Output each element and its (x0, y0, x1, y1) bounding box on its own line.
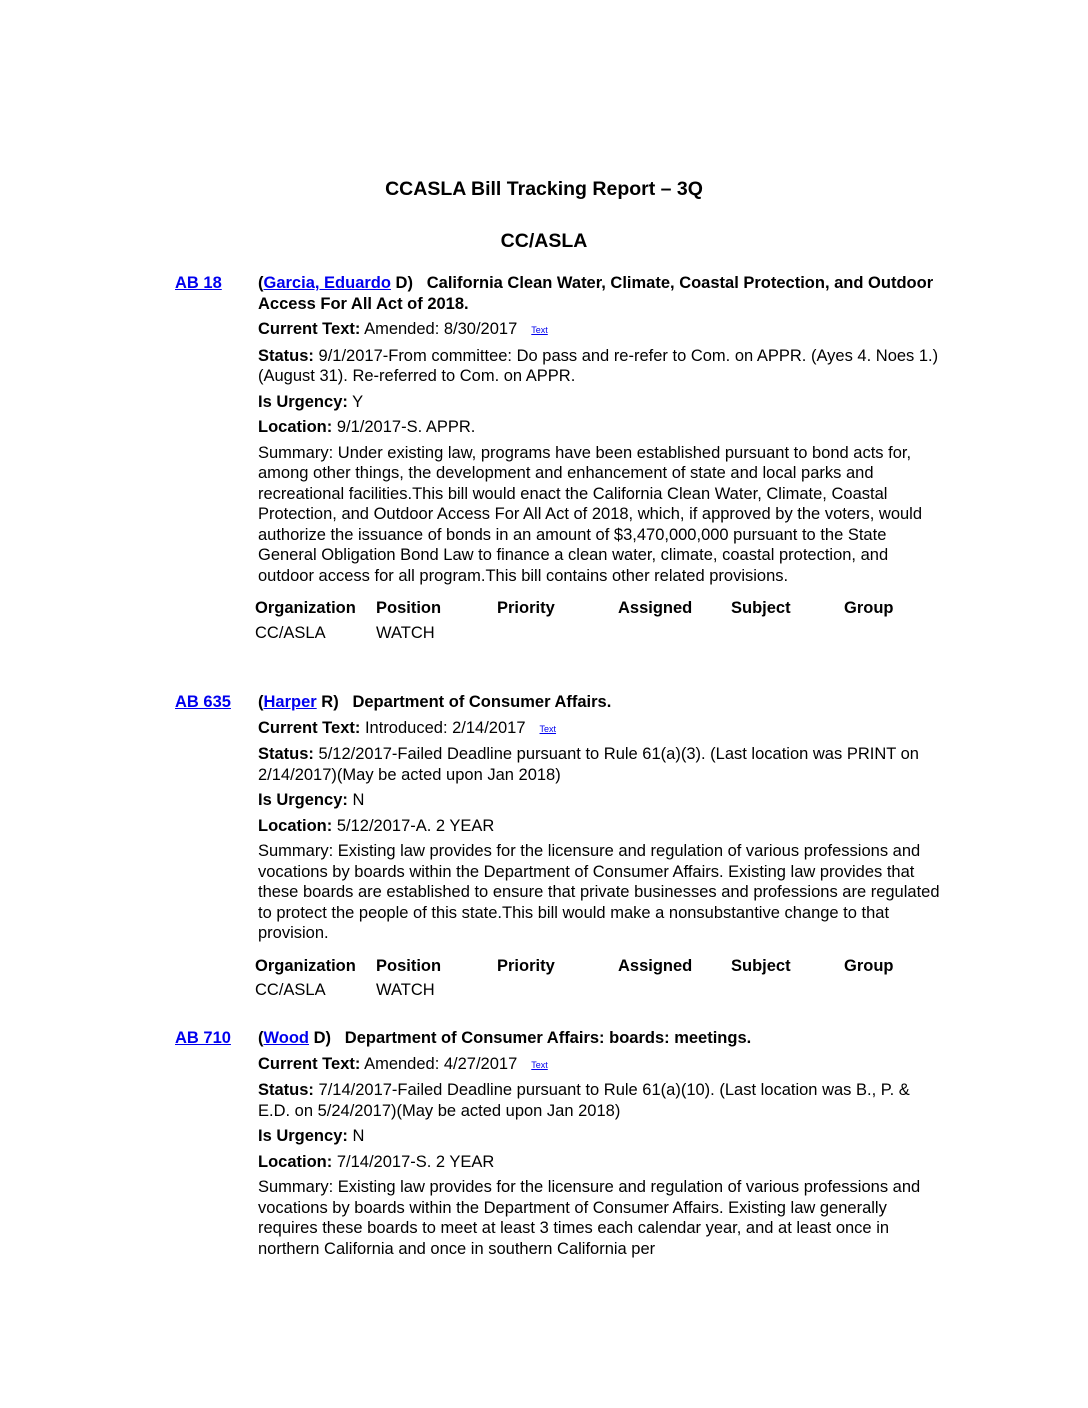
col-subject: Subject (731, 956, 791, 975)
location-value: 9/1/2017-S. APPR. (336, 418, 476, 436)
current-text-value: Amended: 4/27/2017 (364, 1054, 518, 1073)
col-position: Position (376, 599, 442, 617)
status-label: Status: (258, 745, 314, 763)
bill-id-link[interactable]: AB 18 (175, 274, 222, 292)
location-label: Location: (258, 1152, 333, 1171)
author-party: R) (316, 693, 339, 711)
current-text-field (258, 718, 943, 740)
summary-field (258, 1177, 943, 1259)
status-field (258, 1080, 943, 1121)
col-position: Position (376, 956, 442, 975)
positions-header-row (255, 956, 924, 981)
status-value: 5/12/2017-Failed Deadline pursuant to Rule 61(a)(3). (Last location was PRINT on 2/14/2017)(May be acted upon Jan 2018) (258, 745, 919, 784)
author-link[interactable]: Wood (263, 1029, 310, 1047)
table-row (255, 623, 924, 644)
status-label: Status: (258, 1081, 314, 1099)
location-value: 5/12/2017-A. 2 YEAR (336, 816, 495, 835)
bill-id-link[interactable]: AB 710 (175, 1029, 231, 1047)
cell-position: WATCH (376, 981, 435, 999)
current-text-label: Current Text: (258, 1054, 361, 1073)
col-assigned: Assigned (618, 956, 693, 975)
bill-header (258, 692, 943, 713)
cell-subject (731, 623, 844, 644)
cell-priority (497, 623, 618, 644)
summary-value: Existing law provides for the licensure and regulation of various professions and vocations by boards within the Department of Consumer Affairs. Existing law provides that these boards are established to ensure that private businesses and professions are regulated to protect the people of this state.This bill would make a nonsubstantive change to that provision. (258, 842, 940, 942)
current-text-value: Amended: 8/30/2017 (364, 320, 518, 338)
positions-table (255, 956, 924, 1001)
bill-title: Department of Consumer Affairs. (352, 693, 612, 711)
cell-position: WATCH (376, 623, 435, 642)
col-priority: Priority (497, 599, 555, 617)
bill-title: California Clean Water, Climate, Coastal Protection, and Outdoor Access For All Act of 2018. (258, 274, 934, 313)
summary-label: Summary: (258, 1178, 334, 1196)
author-party: D) (309, 1029, 332, 1047)
open-paren: ( (258, 693, 264, 711)
col-organization: Organization (255, 599, 356, 617)
cell-subject (731, 980, 844, 1001)
text-link[interactable]: Text (539, 723, 557, 734)
bill-title: Department of Consumer Affairs: boards: meetings. (344, 1029, 752, 1047)
status-field (258, 744, 943, 785)
status-label: Status: (258, 346, 314, 365)
bill-body (255, 692, 943, 1001)
location-value: 7/14/2017-S. 2 YEAR (336, 1152, 495, 1171)
urgency-label: Is Urgency: (258, 392, 348, 411)
location-field (258, 417, 943, 438)
text-link[interactable]: Text (531, 1059, 548, 1070)
bill-id-link[interactable]: AB 635 (175, 693, 231, 711)
author-link[interactable]: Garcia, Eduardo (263, 274, 391, 292)
author-link[interactable]: Harper (263, 693, 317, 711)
status-value: 9/1/2017-From committee: Do pass and re-refer to Com. on APPR. (Ayes 4. Noes 1.) (August 31). Re-referred to Com. on APPR. (258, 346, 939, 385)
cell-assigned (618, 980, 731, 1001)
status-value: 7/14/2017-Failed Deadline pursuant to Rule 61(a)(10). (Last location was B., P. & E.D. on 5/24/2017)(May be acted upon Jan 2018) (258, 1081, 910, 1120)
col-group: Group (844, 956, 894, 975)
urgency-field (258, 392, 943, 413)
urgency-label: Is Urgency: (258, 791, 348, 809)
bill-header (258, 273, 943, 314)
summary-label: Summary: (258, 443, 334, 462)
col-organization: Organization (255, 956, 356, 975)
summary-label: Summary: (258, 842, 334, 860)
cell-group (844, 980, 924, 1001)
table-row (255, 980, 924, 1001)
location-label: Location: (258, 816, 333, 835)
summary-field (258, 841, 943, 944)
cell-priority (497, 980, 618, 1001)
current-text-label: Current Text: (258, 320, 361, 338)
bill-body (255, 273, 943, 643)
urgency-value: N (352, 1127, 365, 1145)
summary-field (258, 443, 943, 587)
positions-header-row (255, 598, 924, 623)
col-subject: Subject (731, 599, 791, 617)
urgency-value: Y (352, 392, 364, 411)
open-paren: ( (258, 1029, 264, 1047)
positions-table (255, 598, 924, 643)
page-title: CCASLA Bill Tracking Report – 3Q (385, 178, 703, 200)
col-priority: Priority (497, 956, 555, 975)
location-field (258, 816, 943, 837)
urgency-field (258, 1126, 943, 1147)
urgency-label: Is Urgency: (258, 1127, 348, 1145)
cell-organization: CC/ASLA (255, 623, 326, 642)
col-assigned: Assigned (618, 599, 693, 617)
page-subtitle: CC/ASLA (500, 230, 588, 252)
text-link[interactable]: Text (531, 325, 548, 335)
urgency-field (258, 790, 943, 811)
cell-assigned (618, 623, 731, 644)
status-field (258, 346, 943, 387)
cell-organization: CC/ASLA (255, 981, 326, 999)
col-group: Group (844, 599, 894, 617)
summary-value: Under existing law, programs have been established pursuant to bond acts for, among other things, the development and enhancement of state and local parks and recreational facilities.This bill would enact the California Clean Water, Climate, Coastal Protection, and Outdoor Access For All Act of 2018, which, if approved by the voters, would authorize the issuance of bonds in an amount of $3,470,000,000 pursuant to the State General Obligation Bond Law to finance a clean water, climate, coastal protection, and outdoor access for all program.This bill contains other related provisions. (258, 443, 923, 585)
current-text-value: Introduced: 2/14/2017 (364, 718, 526, 737)
open-paren: ( (258, 274, 264, 292)
current-text-field (258, 319, 943, 341)
cell-group (844, 623, 924, 644)
location-label: Location: (258, 418, 333, 436)
location-field (258, 1152, 943, 1173)
summary-value: Existing law provides for the licensure and regulation of various professions and vocations by boards within the Department of Consumer Affairs. Existing law generally requires these boards to meet at least 3 times each calendar year, and at least once in northern California and once in southern California per (258, 1178, 921, 1258)
bill-body (258, 1028, 943, 1259)
current-text-field (258, 1054, 943, 1076)
bill-header (258, 1028, 943, 1049)
current-text-label: Current Text: (258, 718, 361, 737)
author-party: D) (390, 274, 413, 292)
urgency-value: N (352, 791, 365, 809)
